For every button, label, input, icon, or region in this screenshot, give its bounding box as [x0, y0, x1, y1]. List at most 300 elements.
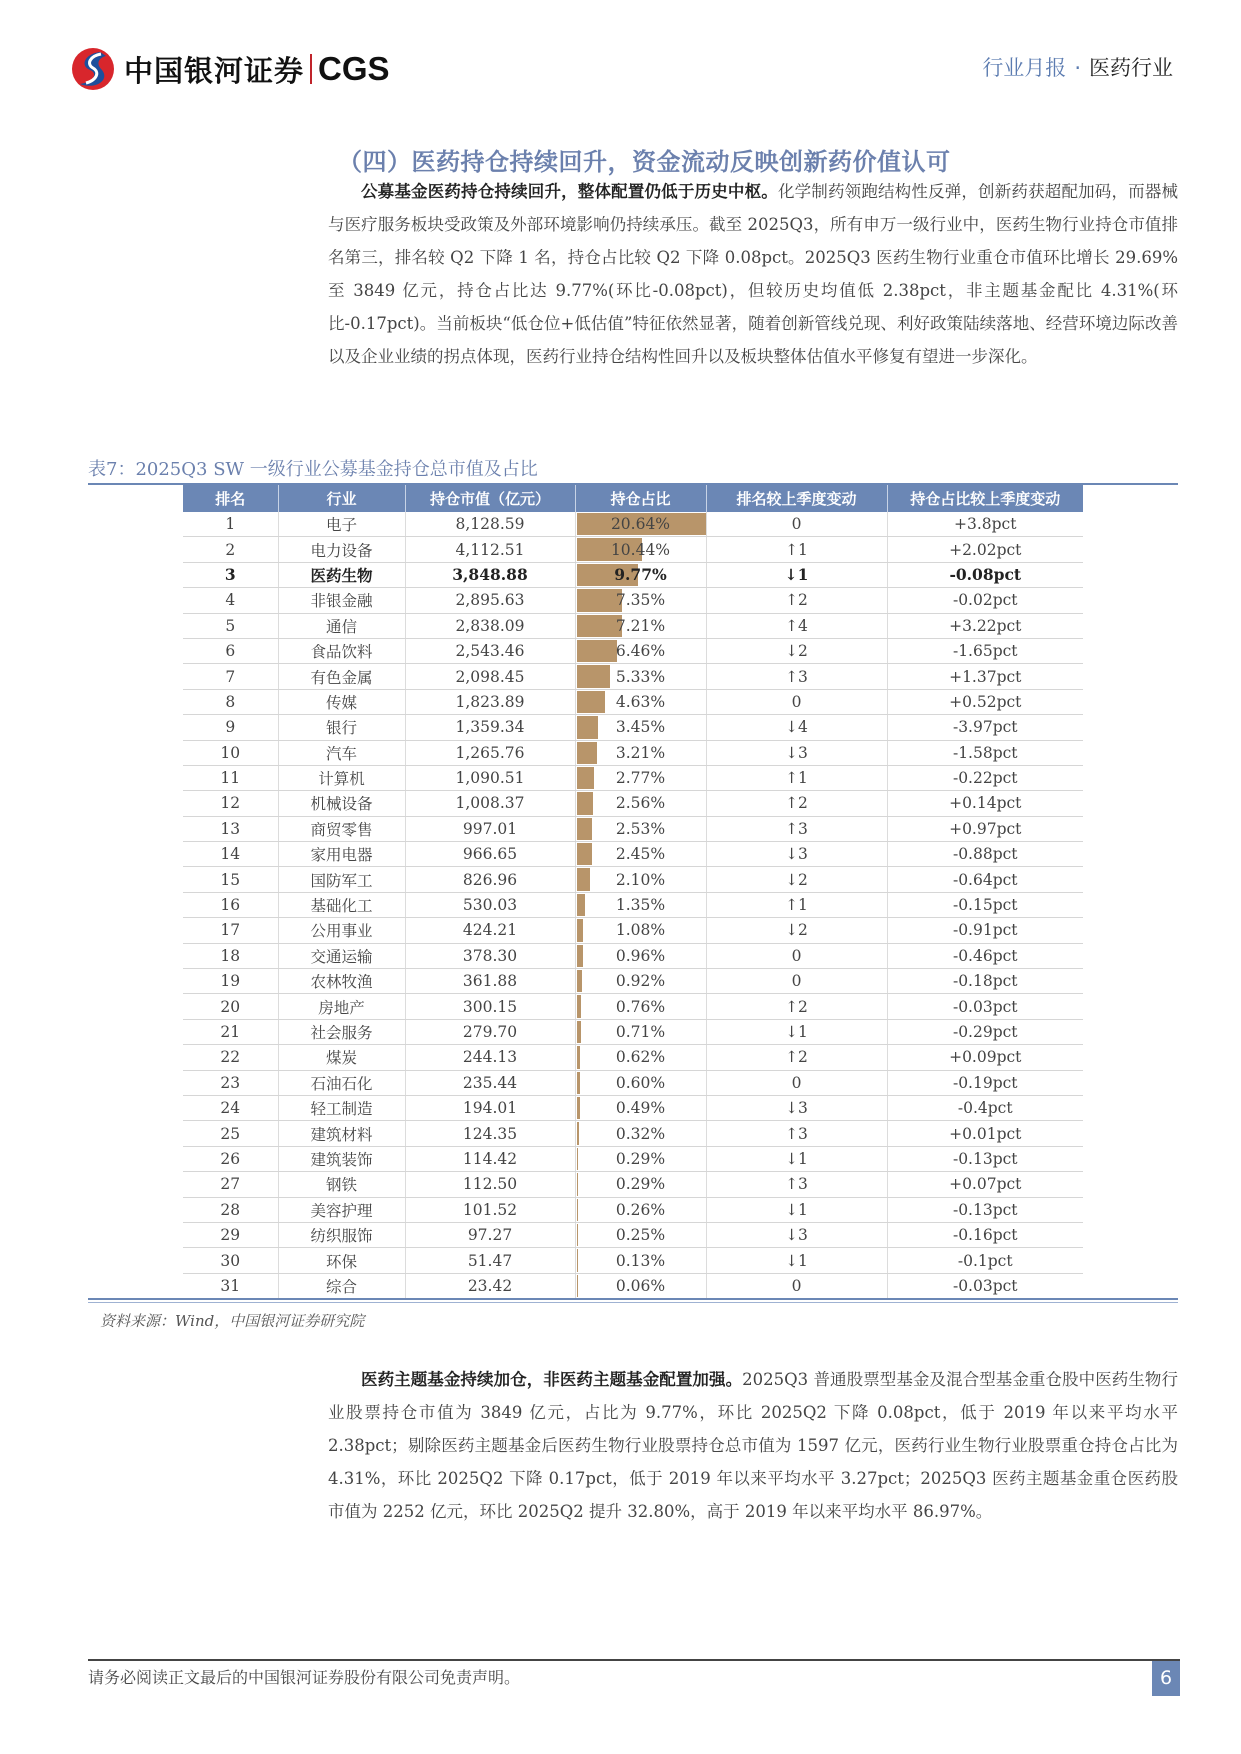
cell-value: 300.15 [405, 994, 575, 1019]
report-category: 行业月报 [982, 56, 1067, 80]
cell-rank-change: ↓2 [706, 638, 887, 663]
share-label: 20.64% [610, 515, 671, 534]
cell-rank-change: ↓3 [706, 842, 887, 867]
cell-rank-change: ↑2 [706, 588, 887, 613]
cell-share [575, 740, 706, 765]
cell-share-change: +3.8pct [887, 512, 1083, 537]
cell-rank: 16 [183, 892, 278, 917]
cell-share-change: +3.22pct [887, 613, 1083, 638]
cell-industry: 传媒 [278, 689, 405, 714]
cell-rank: 28 [183, 1197, 278, 1222]
share-label: 9.77% [614, 565, 667, 585]
cell-industry: 电子 [278, 512, 405, 537]
cell-industry: 房地产 [278, 994, 405, 1019]
share-bar [577, 716, 599, 738]
cell-share-change: +0.14pct [887, 791, 1083, 816]
header-separator: · [1074, 56, 1081, 80]
share-bar [577, 1072, 581, 1094]
cell-rank-change: ↑4 [706, 613, 887, 638]
cell-share-change: -0.64pct [887, 867, 1083, 892]
cell-industry: 电力设备 [278, 537, 405, 562]
cell-share-change: -0.13pct [887, 1146, 1083, 1171]
share-bar [577, 995, 582, 1017]
cell-value: 279.70 [405, 1019, 575, 1044]
share-label: 1.08% [615, 921, 666, 940]
share-bar [577, 818, 593, 840]
share-bar [577, 1021, 581, 1043]
cell-industry: 医药生物 [278, 562, 405, 587]
cell-value: 3,848.88 [405, 562, 575, 587]
cell-rank: 17 [183, 918, 278, 943]
cell-rank: 7 [183, 664, 278, 689]
cell-rank-change: ↑3 [706, 816, 887, 841]
share-bar [577, 767, 594, 789]
cell-industry: 商贸零售 [278, 816, 405, 841]
cell-share [575, 943, 706, 968]
table-row [183, 816, 1083, 841]
cell-rank-change: ↓4 [706, 715, 887, 740]
paragraph2-lead: 医药主题基金持续加仓，非医药主题基金配置加强。 [361, 1370, 743, 1389]
col-header-value: 持仓市值（亿元） [405, 485, 575, 512]
cell-value: 2,895.63 [405, 588, 575, 613]
share-bar [577, 640, 617, 662]
cell-share-change: +1.37pct [887, 664, 1083, 689]
share-bar [577, 792, 593, 814]
cell-rank: 29 [183, 1222, 278, 1247]
table-row [183, 1070, 1083, 1095]
cell-share [575, 842, 706, 867]
cell-rank-change: ↓1 [706, 1197, 887, 1222]
table-row [183, 765, 1083, 790]
share-bar [577, 665, 610, 687]
cell-rank: 27 [183, 1172, 278, 1197]
cell-share-change: -0.4pct [887, 1095, 1083, 1120]
cell-rank-change: ↑3 [706, 664, 887, 689]
cell-rank-change: 0 [706, 689, 887, 714]
share-label: 1.35% [615, 896, 666, 915]
cell-industry: 银行 [278, 715, 405, 740]
cell-rank: 8 [183, 689, 278, 714]
cell-rank-change: ↓3 [706, 1095, 887, 1120]
cell-value: 2,543.46 [405, 638, 575, 663]
section-title: （四）医药持仓持续回升，资金流动反映创新药价值认可 [338, 147, 951, 176]
cell-share-change: +0.09pct [887, 1045, 1083, 1070]
cell-industry: 计算机 [278, 765, 405, 790]
cell-rank: 18 [183, 943, 278, 968]
cell-share [575, 1045, 706, 1070]
table-row [183, 1019, 1083, 1044]
cell-value: 361.88 [405, 969, 575, 994]
cell-share [575, 562, 706, 587]
col-header-share-change: 持仓占比较上季度变动 [887, 485, 1083, 512]
cell-rank-change: 0 [706, 969, 887, 994]
table-bottom-rule-thin [88, 1302, 1178, 1303]
cell-rank: 30 [183, 1248, 278, 1273]
cell-industry: 家用电器 [278, 842, 405, 867]
cell-rank: 14 [183, 842, 278, 867]
cell-rank-change: ↑2 [706, 1045, 887, 1070]
cell-rank: 10 [183, 740, 278, 765]
cell-share-change: -0.15pct [887, 892, 1083, 917]
share-label: 0.71% [615, 1023, 666, 1041]
cell-share [575, 1222, 706, 1247]
share-label: 0.06% [615, 1276, 666, 1295]
report-type-header [982, 52, 1173, 82]
cell-industry: 纺织服饰 [278, 1222, 405, 1247]
cell-rank: 4 [183, 588, 278, 613]
cell-share-change: -0.18pct [887, 969, 1083, 994]
share-label: 0.25% [615, 1226, 666, 1245]
company-logo [70, 44, 390, 94]
cell-rank: 3 [183, 562, 278, 587]
share-bar [577, 615, 622, 637]
table-row [183, 969, 1083, 994]
cell-industry: 美容护理 [278, 1197, 405, 1222]
cell-rank: 23 [183, 1070, 278, 1095]
cell-share [575, 1146, 706, 1171]
share-bar [577, 970, 583, 992]
cell-rank: 5 [183, 613, 278, 638]
cell-share-change: +0.52pct [887, 689, 1083, 714]
share-bar [577, 843, 592, 865]
table-row [183, 1121, 1083, 1146]
cell-share [575, 588, 706, 613]
cell-rank-change: ↓3 [706, 740, 887, 765]
table-row [183, 588, 1083, 613]
cell-industry: 国防军工 [278, 867, 405, 892]
cell-value: 2,098.45 [405, 664, 575, 689]
cell-share-change: -0.88pct [887, 842, 1083, 867]
table-row [183, 689, 1083, 714]
cell-share-change: -0.03pct [887, 994, 1083, 1019]
cell-rank-change: ↓1 [706, 1146, 887, 1171]
cell-share [575, 892, 706, 917]
share-label: 2.56% [615, 794, 666, 813]
table-row [183, 512, 1083, 537]
table-row [183, 994, 1083, 1019]
cell-rank-change: ↓3 [706, 1222, 887, 1247]
cell-industry: 社会服务 [278, 1019, 405, 1044]
cell-industry: 石油石化 [278, 1070, 405, 1095]
table-row [183, 1146, 1083, 1171]
cell-share [575, 715, 706, 740]
cell-share-change: +0.97pct [887, 816, 1083, 841]
cell-value: 8,128.59 [405, 512, 575, 537]
share-label: 0.96% [615, 946, 666, 965]
share-label: 0.76% [615, 997, 666, 1016]
holdings-table [183, 485, 1083, 1299]
share-bar [577, 742, 597, 764]
cell-share-change: -0.29pct [887, 1019, 1083, 1044]
cell-share-change: -0.16pct [887, 1222, 1083, 1247]
col-header-industry: 行业 [278, 485, 405, 512]
cell-value: 1,823.89 [405, 689, 575, 714]
cell-rank: 20 [183, 994, 278, 1019]
cell-value: 112.50 [405, 1172, 575, 1197]
cell-share-change: -0.46pct [887, 943, 1083, 968]
table-row [183, 664, 1083, 689]
cell-value: 530.03 [405, 892, 575, 917]
cell-share [575, 867, 706, 892]
paragraph2-body: 2025Q3 普通股票型基金及混合型基金重仓股中医药生物行业股票持仓市值为 3849 亿元，占比为 9.77%，环比 2025Q2 下降 0.08pct，低于 2019 年以来平均水平 2.38pct；剔除医药主题基金后医药生物行业股票持仓总市值为 1597 亿元，医药行业生物行业股票重仓持仓占比为 4.31%，环比 2025Q2 下降 0.17pct，低于 2019 年以来平均水平 3.27pct；2025Q3 医药主题基金重仓医药股市值为 2252 亿元，环比 2025Q2 提升 32.80%，高于 2019 年以来平均水平 86.97%。 [328, 1370, 1178, 1521]
cell-value: 244.13 [405, 1045, 575, 1070]
cell-industry: 公用事业 [278, 918, 405, 943]
cell-value: 23.42 [405, 1273, 575, 1298]
share-bar [577, 1249, 578, 1271]
share-bar [577, 1046, 581, 1068]
share-label: 2.45% [615, 845, 666, 864]
cell-value: 378.30 [405, 943, 575, 968]
cell-rank: 31 [183, 1273, 278, 1298]
cell-share-change: -0.02pct [887, 588, 1083, 613]
cell-share-change: -3.97pct [887, 715, 1083, 740]
share-bar [577, 1173, 579, 1195]
share-bar [577, 691, 606, 713]
cell-rank-change: ↑1 [706, 765, 887, 790]
cell-rank: 12 [183, 791, 278, 816]
share-label: 6.46% [615, 642, 666, 661]
cell-share [575, 1248, 706, 1273]
cell-rank-change: ↓2 [706, 918, 887, 943]
share-bar [577, 1097, 580, 1119]
cell-share-change: -0.08pct [887, 562, 1083, 587]
page-number: 6 [1152, 1661, 1180, 1696]
cell-share-change: +0.07pct [887, 1172, 1083, 1197]
col-header-rank-change: 排名较上季度变动 [706, 485, 887, 512]
paragraph-holdings-summary [328, 175, 1178, 373]
cell-rank-change: ↑3 [706, 1121, 887, 1146]
table-source-note: 资料来源：Wind，中国银河证券研究院 [100, 1312, 365, 1330]
cell-value: 997.01 [405, 816, 575, 841]
cell-rank: 15 [183, 867, 278, 892]
table-row [183, 867, 1083, 892]
table-row [183, 892, 1083, 917]
share-label: 3.21% [615, 743, 666, 762]
share-label: 5.33% [615, 667, 666, 686]
cell-rank: 24 [183, 1095, 278, 1120]
cell-rank-change: ↓1 [706, 1019, 887, 1044]
cell-value: 124.35 [405, 1121, 575, 1146]
cell-rank: 19 [183, 969, 278, 994]
cell-rank: 9 [183, 715, 278, 740]
cell-share-change: -1.65pct [887, 638, 1083, 663]
cell-share [575, 1019, 706, 1044]
share-label: 3.45% [615, 718, 666, 737]
cell-value: 424.21 [405, 918, 575, 943]
table-row [183, 1045, 1083, 1070]
share-label: 7.35% [615, 591, 666, 610]
cell-industry: 基础化工 [278, 892, 405, 917]
table-row [183, 842, 1083, 867]
cell-share [575, 537, 706, 562]
cell-rank-change: ↑1 [706, 537, 887, 562]
cell-value: 966.65 [405, 842, 575, 867]
table-row [183, 1222, 1083, 1247]
share-bar [577, 1122, 579, 1144]
cell-share [575, 969, 706, 994]
cell-industry: 环保 [278, 1248, 405, 1273]
table-row [183, 740, 1083, 765]
cell-share [575, 1070, 706, 1095]
report-industry: 医药行业 [1089, 56, 1173, 80]
cell-share-change: +0.01pct [887, 1121, 1083, 1146]
share-bar [577, 894, 585, 916]
table-row [183, 562, 1083, 587]
share-label: 0.60% [615, 1073, 666, 1092]
cell-value: 114.42 [405, 1146, 575, 1171]
table-row [183, 791, 1083, 816]
cell-rank: 2 [183, 537, 278, 562]
cell-industry: 钢铁 [278, 1172, 405, 1197]
table-row [183, 537, 1083, 562]
table-row [183, 613, 1083, 638]
share-bar [577, 868, 590, 890]
cell-value: 1,265.76 [405, 740, 575, 765]
cell-industry: 有色金属 [278, 664, 405, 689]
cell-industry: 农林牧渔 [278, 969, 405, 994]
cell-share [575, 1197, 706, 1222]
cell-value: 194.01 [405, 1095, 575, 1120]
cell-share [575, 791, 706, 816]
table-row [183, 638, 1083, 663]
table-row [183, 715, 1083, 740]
cell-industry: 通信 [278, 613, 405, 638]
cell-rank-change: 0 [706, 943, 887, 968]
cell-share [575, 664, 706, 689]
share-label: 0.29% [615, 1149, 666, 1168]
paragraph1-body: 化学制药领跑结构性反弹，创新药获超配加码，而器械与医疗服务板块受政策及外部环境影响仍持续承压。截至 2025Q3，所有申万一级行业中，医药生物行业持仓市值排名第三，排名较 Q2 下降 1 名，持仓占比较 Q2 下降 0.08pct。2025Q3 医药生物行业重仓市值环比增长 29.69%至 3849 亿元，持仓占比达 9.77%(环比-0.08pct)，但较历史均值低 2.38pct，非主题基金配比 4.31%(环比-0.17pct)。当前板块“低仓位+低估值”特征依然显著，随着创新管线兑现、利好政策陆续落地、经营环境边际改善以及企业业绩的拐点体现，医药行业持仓结构性回升以及板块整体估值水平修复有望进一步深化。 [328, 182, 1179, 366]
cell-share-change: -0.03pct [887, 1273, 1083, 1298]
cell-rank-change: ↑2 [706, 791, 887, 816]
cell-industry: 非银金融 [278, 588, 405, 613]
cell-rank-change: 0 [706, 1070, 887, 1095]
table-row [183, 1197, 1083, 1222]
cell-rank: 21 [183, 1019, 278, 1044]
cell-rank: 1 [183, 512, 278, 537]
logo-cn-text: 中国银河证券 [124, 53, 305, 88]
table-row [183, 1248, 1083, 1273]
cell-industry: 综合 [278, 1273, 405, 1298]
cell-industry: 煤炭 [278, 1045, 405, 1070]
share-label: 10.44% [610, 540, 671, 559]
share-label: 0.32% [615, 1124, 666, 1143]
cell-share [575, 1121, 706, 1146]
share-label: 2.10% [615, 870, 666, 889]
cell-industry: 机械设备 [278, 791, 405, 816]
cell-share [575, 816, 706, 841]
cell-rank: 13 [183, 816, 278, 841]
share-label: 2.77% [615, 769, 666, 788]
cell-value: 1,090.51 [405, 765, 575, 790]
col-header-share: 持仓占比 [575, 485, 706, 512]
cell-value: 51.47 [405, 1248, 575, 1273]
table-row [183, 918, 1083, 943]
share-bar [577, 1148, 579, 1170]
footer-disclaimer: 请务必阅读正文最后的中国银河证券股份有限公司免责声明。 [88, 1668, 521, 1687]
cell-share-change: -0.13pct [887, 1197, 1083, 1222]
cell-share [575, 613, 706, 638]
cell-share [575, 918, 706, 943]
share-label: 0.29% [615, 1175, 666, 1194]
cell-industry: 交通运输 [278, 943, 405, 968]
cell-rank: 11 [183, 765, 278, 790]
table-row [183, 1172, 1083, 1197]
paragraph1-lead: 公募基金医药持仓持续回升，整体配置仍低于历史中枢。 [361, 182, 778, 201]
cell-industry: 轻工制造 [278, 1095, 405, 1120]
table-row [183, 943, 1083, 968]
table-header-row [183, 485, 1083, 512]
cell-rank: 6 [183, 638, 278, 663]
share-label: 0.49% [615, 1099, 666, 1118]
cell-value: 101.52 [405, 1197, 575, 1222]
cell-rank-change: ↑3 [706, 1172, 887, 1197]
cell-value: 1,359.34 [405, 715, 575, 740]
share-label: 0.13% [615, 1251, 666, 1270]
share-bar [577, 1199, 579, 1221]
cell-share [575, 994, 706, 1019]
cell-industry: 建筑装饰 [278, 1146, 405, 1171]
cell-value: 2,838.09 [405, 613, 575, 638]
paragraph-theme-funds [328, 1363, 1178, 1528]
cell-rank-change: ↓1 [706, 1248, 887, 1273]
logo-en-text: CGS [318, 50, 390, 87]
cell-value: 235.44 [405, 1070, 575, 1095]
cell-rank: 26 [183, 1146, 278, 1171]
cell-value: 4,112.51 [405, 537, 575, 562]
cell-share-change: +2.02pct [887, 537, 1083, 562]
table-caption: 表7：2025Q3 SW 一级行业公募基金持仓总市值及占比 [88, 459, 538, 480]
cell-share-change: -1.58pct [887, 740, 1083, 765]
share-label: 4.63% [615, 692, 666, 711]
cell-rank-change: 0 [706, 1273, 887, 1298]
cell-share [575, 1172, 706, 1197]
footer-rule [88, 1659, 1180, 1661]
logo-separator [310, 54, 312, 84]
cgs-logo-icon [70, 46, 116, 92]
cell-share-change: -0.1pct [887, 1248, 1083, 1273]
table-row [183, 1273, 1083, 1298]
cell-share [575, 765, 706, 790]
cell-share [575, 689, 706, 714]
cell-industry: 建筑材料 [278, 1121, 405, 1146]
cell-share [575, 512, 706, 537]
cell-rank: 25 [183, 1121, 278, 1146]
cell-rank-change: ↓2 [706, 867, 887, 892]
share-bar [577, 945, 583, 967]
cell-share [575, 638, 706, 663]
cell-rank-change: ↑1 [706, 892, 887, 917]
cell-share [575, 1273, 706, 1298]
share-label: 2.53% [615, 819, 666, 838]
cell-share-change: -0.91pct [887, 918, 1083, 943]
cell-share-change: -0.19pct [887, 1070, 1083, 1095]
cell-value: 826.96 [405, 867, 575, 892]
cell-industry: 食品饮料 [278, 638, 405, 663]
cell-rank-change: ↓1 [706, 562, 887, 587]
share-label: 0.62% [615, 1048, 666, 1067]
cell-industry: 汽车 [278, 740, 405, 765]
share-bar [577, 919, 584, 941]
col-header-rank: 排名 [183, 485, 278, 512]
share-label: 0.26% [615, 1200, 666, 1219]
table-row [183, 1095, 1083, 1120]
share-label: 7.21% [615, 616, 666, 635]
table-bottom-rule [88, 1298, 1178, 1300]
share-bar [577, 1224, 579, 1246]
cell-share-change: -0.22pct [887, 765, 1083, 790]
cell-rank-change: 0 [706, 512, 887, 537]
share-label: 0.92% [615, 972, 666, 991]
